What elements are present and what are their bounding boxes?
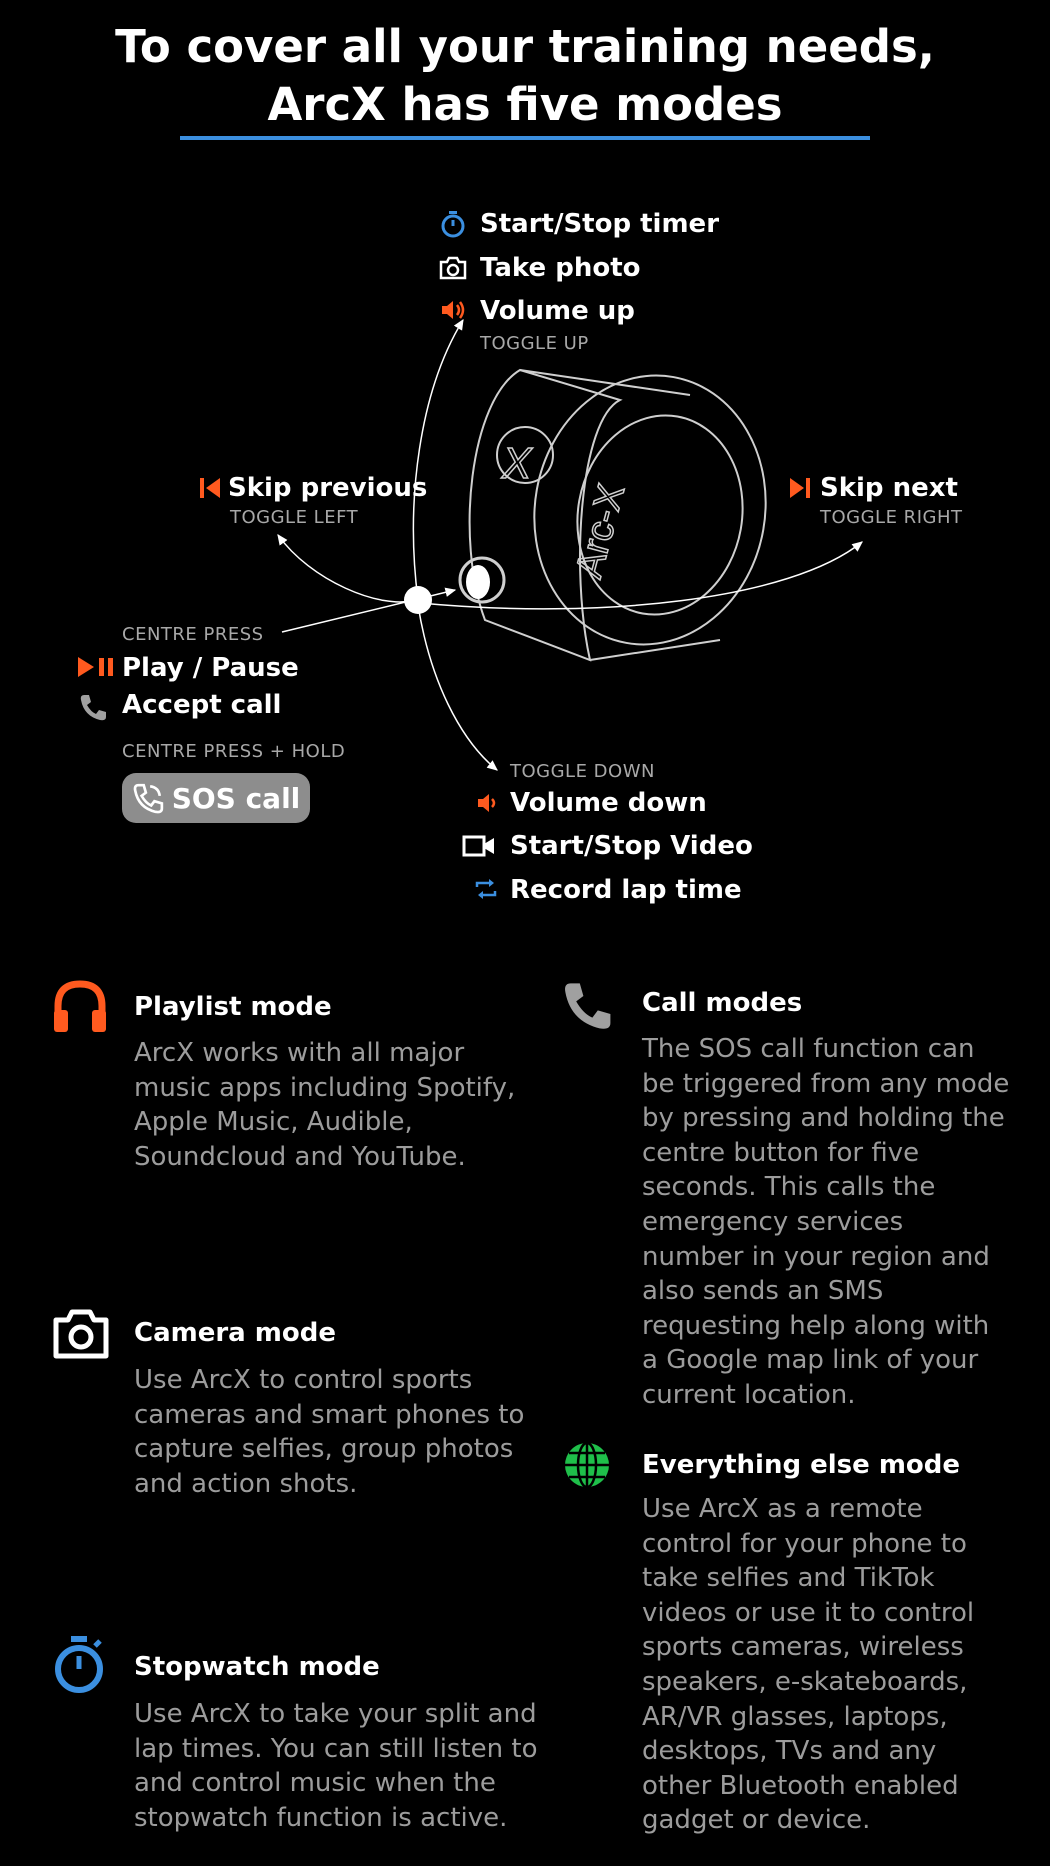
sos-call-badge <box>122 773 310 823</box>
timer-icon <box>440 210 466 238</box>
camera-mode-title: Camera mode <box>134 1318 336 1348</box>
toggle-up-action-3: Volume up <box>480 296 635 326</box>
call-mode-title: Call modes <box>642 988 803 1018</box>
ring-x-mark: X <box>502 439 532 488</box>
sos-phone-icon <box>132 782 164 814</box>
sos-call-label: SOS call <box>171 781 301 815</box>
volume-up-icon <box>440 298 466 322</box>
repeat-lap-icon <box>474 877 498 901</box>
skip-previous-icon <box>198 476 222 500</box>
toggle-up-action-1: Start/Stop timer <box>480 209 720 239</box>
everything-else-mode-title: Everything else mode <box>642 1450 961 1480</box>
centre-press-action-2: Accept call <box>122 690 282 720</box>
toggle-down-action-2: Start/Stop Video <box>510 831 753 861</box>
skip-next-icon <box>788 476 812 500</box>
camera-mode-text: Use ArcX to control sports cameras and smart phones to capture selfies, group photos and action shots. <box>134 1365 525 1499</box>
toggle-left-action: Skip previous <box>228 473 428 503</box>
toggle-up-caption: TOGGLE UP <box>480 333 589 354</box>
camera-icon <box>439 256 467 280</box>
title-line-1: To cover all your training needs, <box>115 20 935 73</box>
centre-press-action-1: Play / Pause <box>122 653 299 683</box>
volume-down-icon <box>476 792 498 814</box>
toggle-right-action: Skip next <box>820 473 958 503</box>
toggle-down-action-1: Volume down <box>510 788 707 818</box>
playlist-mode-text: ArcX works with all major music apps including Spotify, Apple Music, Audible, Soundcloud and YouTube. <box>134 1038 516 1172</box>
toggle-right-caption: TOGGLE RIGHT <box>820 507 963 528</box>
headphones-icon <box>52 978 108 1034</box>
video-camera-icon <box>462 834 496 858</box>
globe-icon <box>562 1440 612 1490</box>
toggle-left-caption: TOGGLE LEFT <box>230 507 359 528</box>
phone-icon <box>560 978 614 1032</box>
everything-else-mode-text: Use ArcX as a remote control for your phone to take selfies and TikTok videos or use it to control sports cameras, wireless speakers, e-skateboards, AR/VR glasses, laptops, desktops, TVs and any other Bluetooth enabled gadget or device. <box>642 1494 975 1836</box>
centre-hold-caption: CENTRE PRESS + HOLD <box>122 741 346 762</box>
playlist-mode-title: Playlist mode <box>134 992 332 1022</box>
title-line-2: ArcX has five modes <box>267 78 783 131</box>
toggle-up-action-2: Take photo <box>480 253 641 283</box>
call-mode-text: The SOS call function can be triggered from any mode by pressing and holding the centre button for five seconds. This calls the emergency services number in your region and also sends an SMS requesting help along with a Google map link of your current location. <box>642 1034 1010 1410</box>
stopwatch-mode-text: Use ArcX to take your split and lap times. You can still listen to and control music when the stopwatch function is active. <box>134 1699 538 1833</box>
stopwatch-mode-title: Stopwatch mode <box>134 1652 380 1682</box>
centre-press-caption: CENTRE PRESS <box>122 624 264 645</box>
play-pause-icon <box>76 655 116 679</box>
stopwatch-icon <box>52 1634 106 1694</box>
ring-brand: Arc-X <box>568 479 634 583</box>
phone-small-icon <box>78 692 108 722</box>
camera-mode-icon <box>52 1308 110 1360</box>
toggle-down-caption: TOGGLE DOWN <box>510 761 655 782</box>
toggle-down-action-3: Record lap time <box>510 875 742 905</box>
